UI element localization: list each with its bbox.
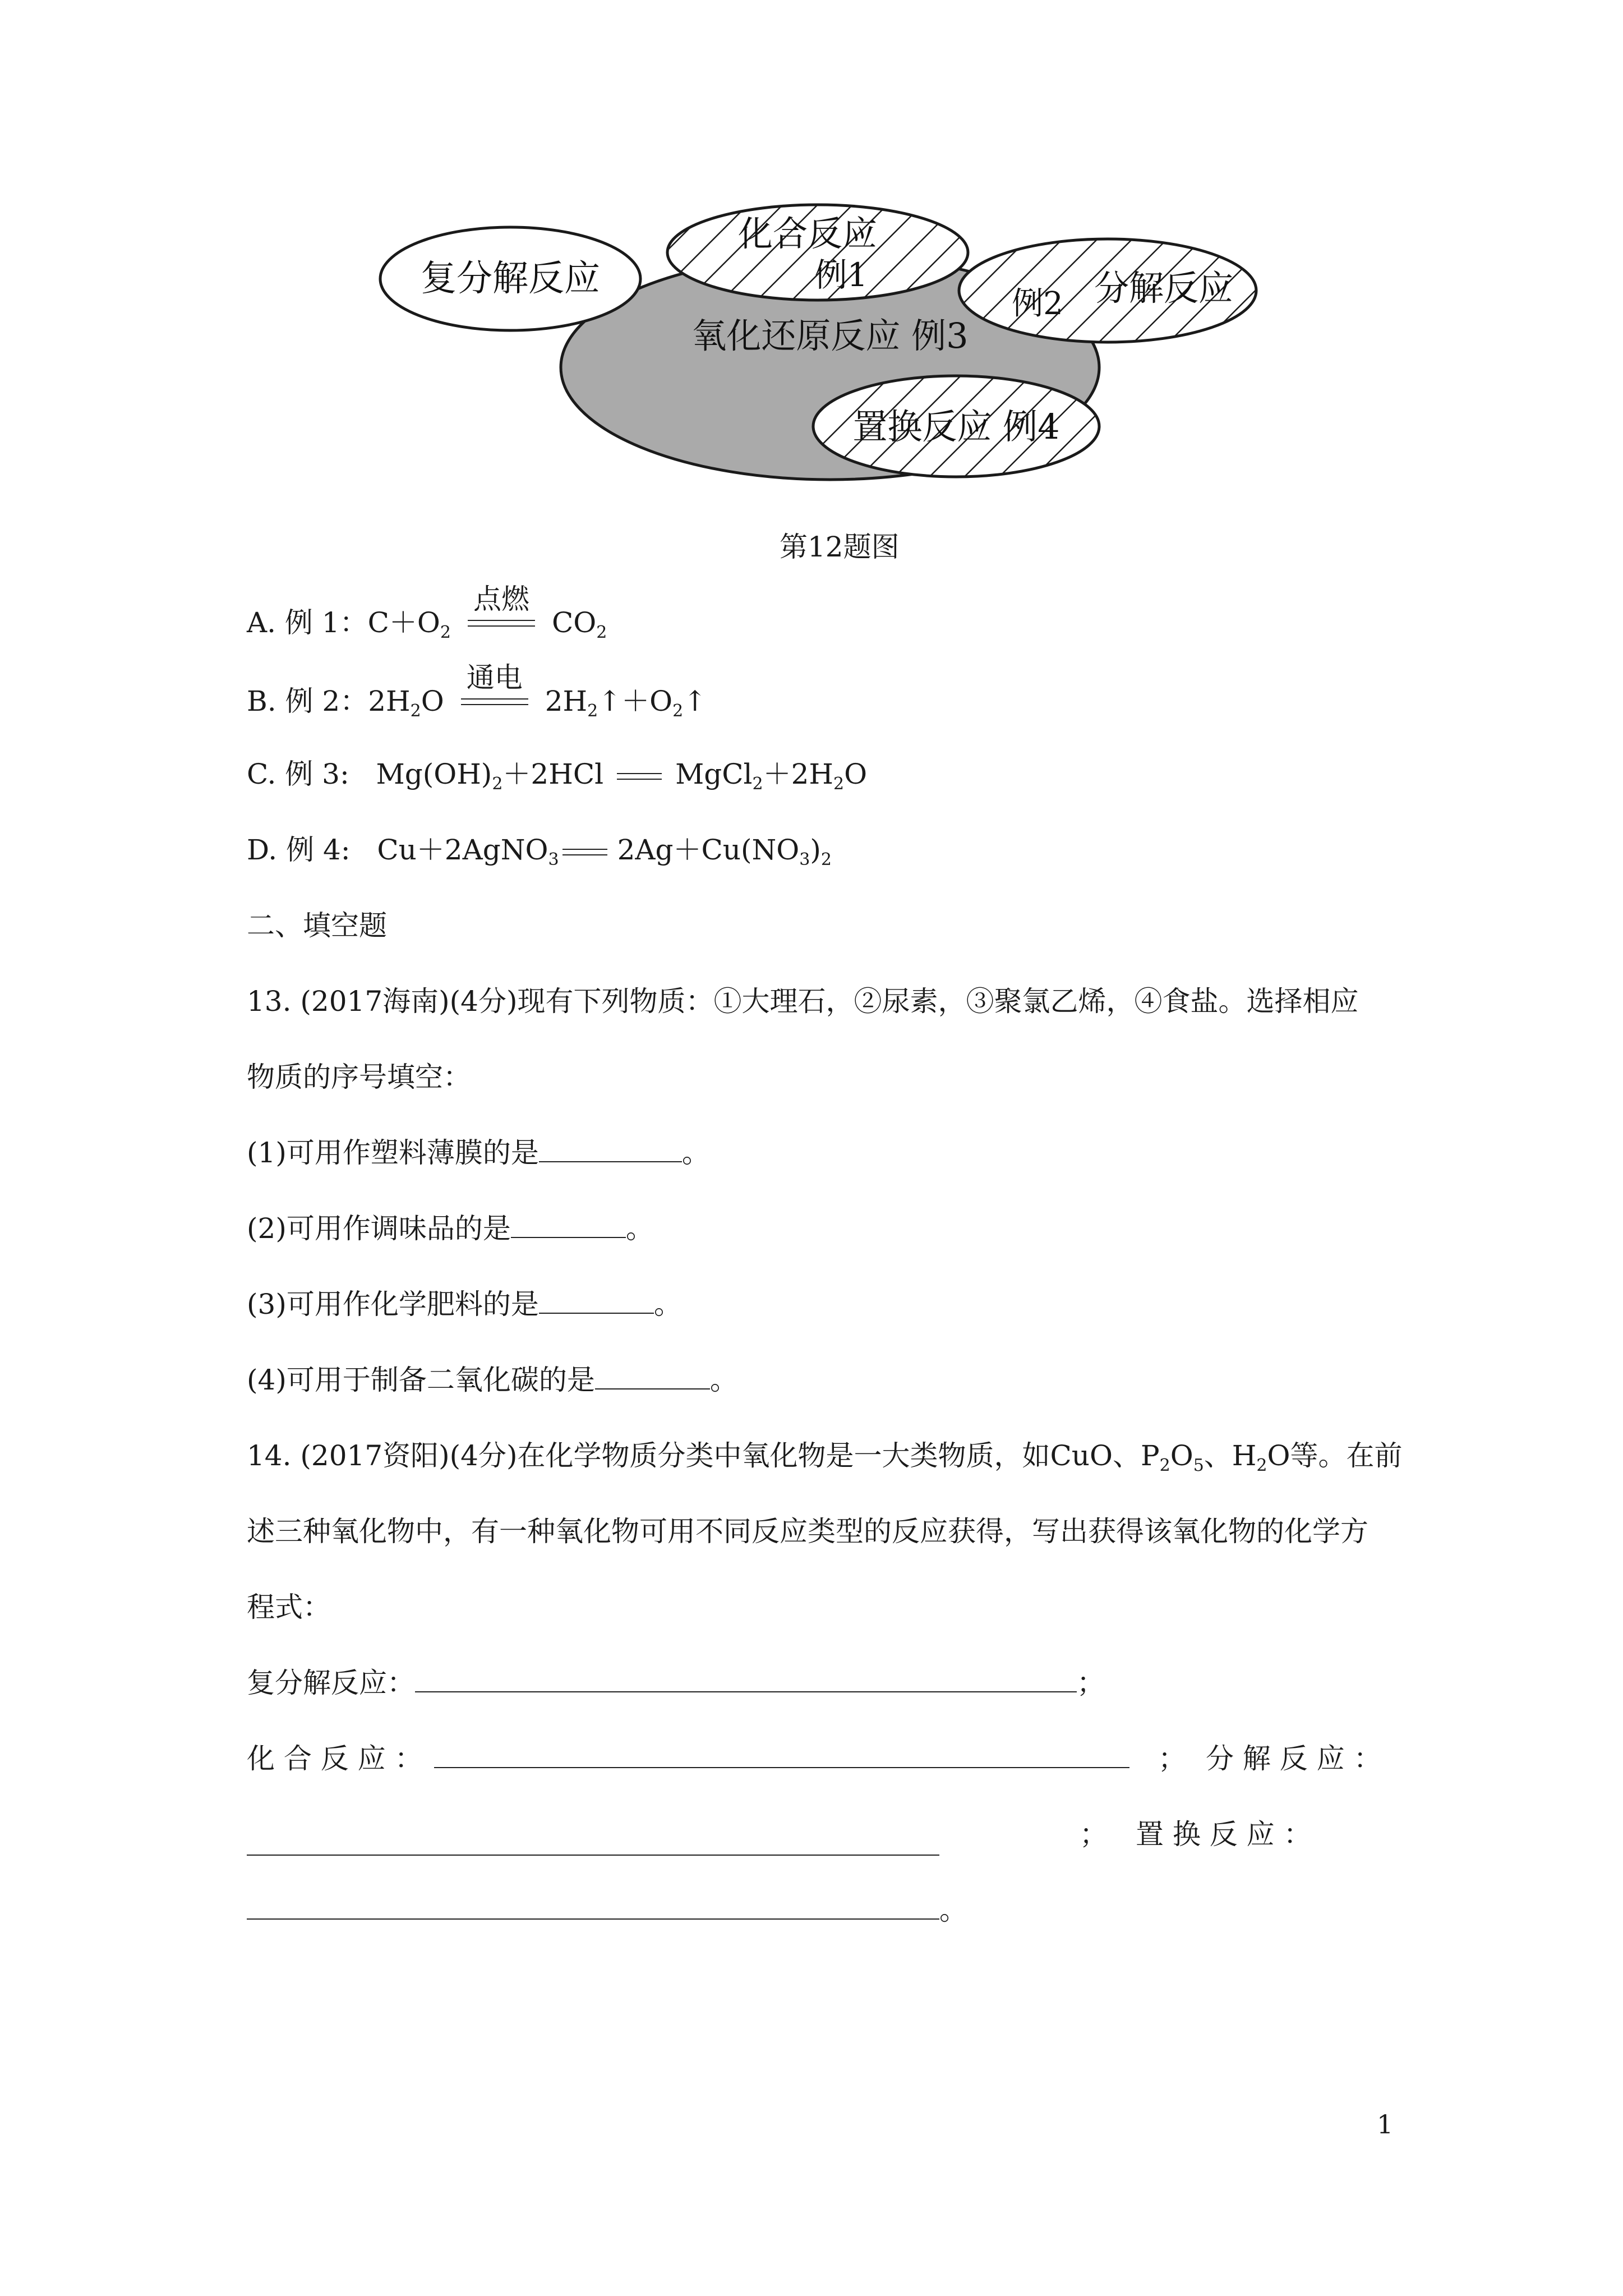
q14-stem-line2: 述三种氧化物中，有一种氧化物可用不同反应类型的反应获得，写出获得该氧化物的化学方: [247, 1515, 1368, 1548]
answer-blank-2[interactable]: [511, 1211, 626, 1238]
q14-displacement: 。: [247, 1890, 967, 1930]
answer-blank-double-decomposition[interactable]: [415, 1665, 1077, 1692]
page-number: 1: [1377, 2109, 1394, 2139]
option-d: D. 例 4: Cu＋2AgNO$_3$ $2Ag+Cu(NO_3)_2$: [247, 834, 832, 869]
q14-displacement-label: 置 换 反 应 ：: [1136, 1818, 1312, 1851]
q14-stem-line1: 14. (2017资阳)(4分)在化学物质分类中氧化物是一大类物质，如CuO、$P_2O_5$、$H_2O$等。在前: [247, 1439, 1403, 1475]
q13-item-1: (1)可用作塑料薄膜的是 。: [247, 1137, 710, 1169]
label-redox: 氧化还原反应 例3: [691, 315, 969, 356]
label-combination: 化合反应: [737, 213, 878, 254]
q13-stem-line1: 13. (2017海南)(4分)现有下列物质：①大理石，②尿素，③聚氯乙烯，④食盐。选择相应: [247, 985, 1359, 1018]
answer-blank-combination[interactable]: [434, 1741, 1129, 1768]
q14-combination: 化 合 反 应 ：: [247, 1739, 1129, 1778]
condition-electrolysis: 通电: [466, 661, 523, 694]
answer-blank-decomposition[interactable]: [247, 1829, 939, 1856]
q14-semicolon-2: ；: [1080, 1818, 1108, 1851]
reaction-type-diagram: [336, 196, 1290, 510]
q14-double-decomposition: 复分解反应： ；: [247, 1667, 1105, 1699]
answer-blank-4[interactable]: [595, 1363, 710, 1389]
section-title: 二、填空题: [247, 909, 387, 942]
q14-decomposition-label: 分 解 反 应 ：: [1206, 1742, 1382, 1775]
label-displacement: 置换反应 例4: [852, 406, 1060, 447]
q13-stem-line2: 物质的序号填空：: [247, 1061, 471, 1093]
label-example2: 例2: [1012, 286, 1063, 322]
option-b: B. 例 2：$2H_2O$ 通电 $2H_2↑+O_2↑$: [247, 682, 707, 721]
answer-blank-3[interactable]: [539, 1287, 654, 1314]
condition-ignite: 点燃: [473, 583, 529, 615]
option-a: A. 例 1：$C+O_2$ 点燃 $CO_2$: [247, 603, 607, 642]
label-double-decomposition: 复分解反应: [421, 258, 600, 300]
answer-blank-1[interactable]: [539, 1135, 682, 1162]
option-c: C. 例 3: $Mg(OH)_2+2HCl$ $MgCl_2+2H_2O$: [247, 758, 868, 794]
answer-blank-displacement[interactable]: [247, 1893, 939, 1920]
q14-semicolon-1: ；: [1158, 1742, 1186, 1775]
q14-stem-line3: 程式：: [247, 1591, 331, 1623]
q13-item-4: (4)可用于制备二氧化碳的是 。: [247, 1364, 738, 1396]
label-decomposition: 分解反应: [1094, 268, 1234, 309]
label-example1: 例1: [814, 256, 868, 294]
q13-item-3: (3)可用作化学肥料的是 。: [247, 1288, 682, 1320]
q13-item-2: (2)可用作调味品的是 。: [247, 1212, 654, 1245]
figure-caption: 第12题图: [780, 531, 900, 563]
